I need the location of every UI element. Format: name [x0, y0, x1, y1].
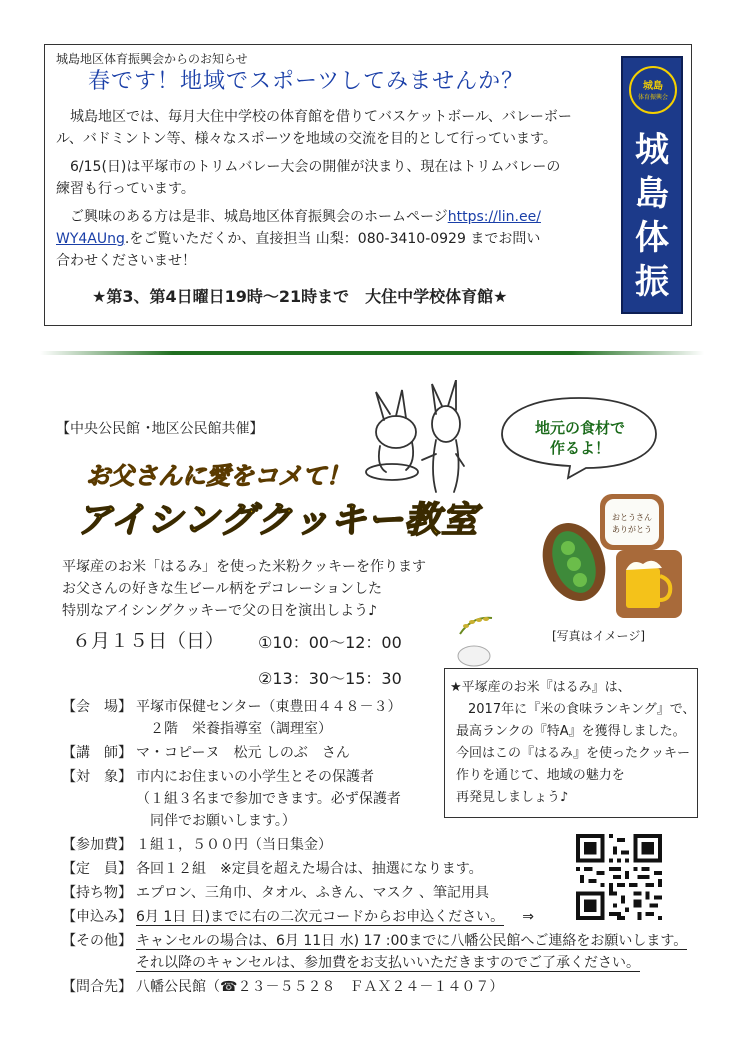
arrow-right-icon: ⇒: [522, 909, 534, 925]
event-catchphrase: お父さんに愛をコメて！: [86, 462, 350, 490]
qr-code-icon[interactable]: [576, 834, 662, 920]
banner-text: 城 島 体 振: [635, 130, 669, 302]
notice-paragraph: ル、バドミントン等、様々なスポーツを地域の交流を目的として行っています。: [56, 131, 557, 147]
items-value: エプロン、三角巾、タオル、ふきん、マスク 、筆記用具: [136, 885, 490, 901]
homepage-link-cont[interactable]: WY4AUng: [56, 231, 125, 247]
target-value: 同伴でお願いします。）: [136, 813, 296, 829]
lecturer-label: 【講 師】: [62, 745, 132, 761]
target-value: （１組３名まで参加できます。必ず保護者: [136, 791, 401, 807]
notice-paragraph: 練習も行っています。: [56, 181, 195, 197]
event-intro: お父さんの好きな生ビール柄をデコレーションした: [62, 581, 383, 597]
apply-label: 【申込み】: [62, 909, 132, 925]
notice-title: 春です！地域でスポーツしてみませんか？: [88, 69, 525, 94]
notice-org: 城島地区体育振興会からのお知らせ: [56, 52, 248, 66]
event-intro: 平塚産のお米「はるみ」を使った米粉クッキーを作ります: [62, 559, 426, 575]
info-line: 再発見しましょう♪: [456, 790, 569, 805]
info-line: ★平塚産のお米『はるみ』は、: [450, 680, 631, 695]
svg-text:おとうさん: おとうさん: [612, 513, 652, 522]
capacity-label: 【定 員】: [62, 861, 132, 877]
other-value: キャンセルの場合は、6月 11日 水) 17 :00までに八幡公民館へご連絡をお願いします。: [136, 933, 688, 949]
notice-paragraph: 6/15(日)は平塚市のトリムバレー大会の開催が決まり、現在はトリムバレーの: [56, 159, 561, 175]
notice-paragraph: ご興味のある方は是非、城島地区体育振興会のホームページhttps://lin.ee/: [56, 209, 541, 225]
event-host: 【中央公民館 ･地区公民館共催】: [56, 421, 264, 437]
venue-value: 平塚市保健センター（東豊田４４８－３）: [136, 699, 402, 715]
info-line: 2017年に『米の食味ランキング』で、: [468, 702, 696, 717]
event-intro: 特別なアイシングクッキーで父の日を演出しよう♪: [62, 603, 378, 619]
club-emblem-icon: 城島 体育振興会: [629, 66, 677, 114]
items-label: 【持ち物】: [62, 885, 132, 901]
event-date: ６月１５日（日）: [72, 630, 225, 652]
event-time-slot: ②13：30～15：30: [258, 669, 402, 688]
cookie-photo-icon: [540, 476, 690, 626]
rice-icon: [452, 612, 498, 668]
notice-paragraph: 合わせくださいませ！: [56, 253, 196, 269]
fee-value: １組１，５００円（当日集金）: [136, 837, 332, 853]
bubble-text: 地元の食材で 作るよ！: [534, 419, 625, 457]
notice-paragraph: 城島地区では、毎月大住中学校の体育館を借りてバスケットボール、バレーボー: [56, 109, 572, 125]
fee-label: 【参加費】: [62, 837, 132, 853]
homepage-link[interactable]: https://lin.ee/: [447, 209, 541, 225]
other-value: それ以降のキャンセルは、参加費をお支払いいただきますのでご了承ください。: [136, 955, 640, 971]
event-time-slot: ①10：00～12：00: [258, 633, 402, 652]
apply-value: 6月 1日 日)までに右の二次元コードからお申込ください。 ⇒: [136, 909, 534, 925]
contact-value: 八幡公民館（☎２３－５５２８ ＦＡＸ２４－１４０７）: [136, 979, 504, 995]
venue-value: ２階 栄養指導室（調理室）: [136, 721, 332, 737]
target-value: 市内にお住まいの小学生とその保護者: [136, 769, 374, 785]
info-line: 今回はこの『はるみ』を使ったクッキー: [456, 746, 691, 761]
event-title: アイシングクッキー教室: [76, 500, 479, 541]
rabbit-illustration-icon: [356, 380, 476, 500]
target-label: 【対 象】: [62, 769, 132, 785]
photo-caption: [写真はイメージ]: [552, 629, 646, 643]
capacity-value: 各回１２組 ※定員を超えた場合は、抽選になります。: [136, 861, 483, 877]
svg-text:ありがとう: ありがとう: [612, 525, 652, 534]
other-label: 【その他】: [62, 933, 132, 949]
section-divider: [40, 351, 704, 355]
venue-label: 【会 場】: [62, 699, 132, 715]
lecturer-value: マ・コピーヌ 松元 しのぶ さん: [136, 745, 350, 761]
notice-paragraph: WY4AUng.をご覧いただくか、直接担当 山梨：080-3410-0929 までお問い: [56, 231, 541, 247]
club-banner: [621, 56, 683, 314]
contact-label: 【問合先】: [62, 979, 132, 995]
notice-schedule: ★第3、第4日曜日19時～21時まで 大住中学校体育館★: [92, 287, 508, 306]
info-line: 作りを通じて、地域の魅力を: [456, 768, 625, 783]
info-line: 最高ランクの『特A』を獲得しました。: [456, 724, 686, 739]
